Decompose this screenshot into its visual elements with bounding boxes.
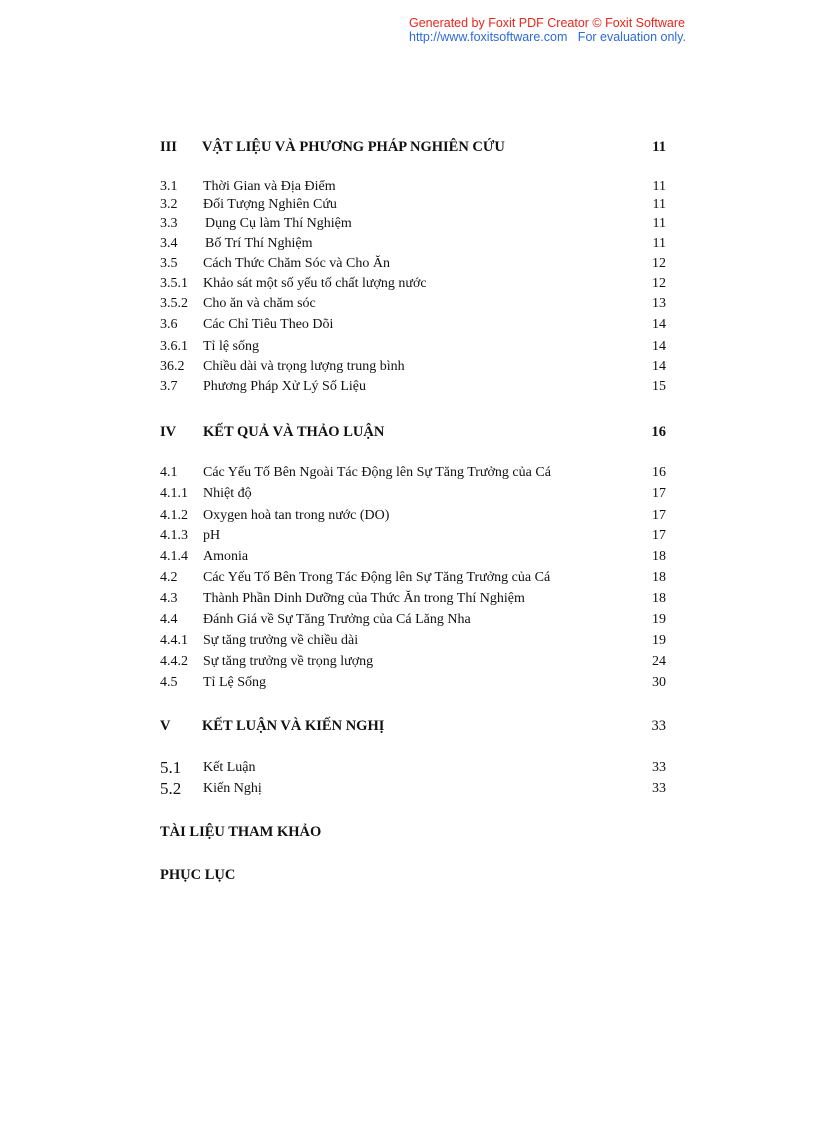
toc-number: 3.5.1 xyxy=(160,276,188,291)
toc-title: KẾT QUẢ VÀ THẢO LUẬN xyxy=(203,424,385,440)
toc-number: 4.4.2 xyxy=(160,654,188,669)
toc-number: 3.4 xyxy=(160,236,178,251)
toc-entry xyxy=(160,484,666,504)
toc-page: 16 xyxy=(652,465,666,480)
toc-entry xyxy=(160,254,666,274)
toc-title: pH xyxy=(203,528,221,543)
toc-title: Phương Pháp Xử Lý Số Liệu xyxy=(203,379,366,394)
toc-entry xyxy=(160,337,666,357)
toc-page: 30 xyxy=(652,675,666,690)
toc-entry xyxy=(160,294,666,314)
toc-title: Sự tăng trưởng về chiều dài xyxy=(203,633,359,648)
toc-title: Thời Gian và Địa Điểm xyxy=(203,179,336,194)
toc-page: 18 xyxy=(652,570,666,585)
toc-number: 4.4.1 xyxy=(160,633,188,648)
toc-title: Sự tăng trưởng về trọng lượng xyxy=(203,654,374,669)
toc-page: 11 xyxy=(652,179,666,194)
toc-page: 12 xyxy=(652,276,666,291)
toc-page: 17 xyxy=(652,508,666,523)
toc-title: Tỉ Lệ Sống xyxy=(203,675,266,690)
toc-entry xyxy=(160,377,666,397)
toc-page: 14 xyxy=(652,339,666,354)
toc-page: 19 xyxy=(652,612,666,627)
toc-page: 11 xyxy=(652,197,666,212)
toc-entry xyxy=(160,274,666,294)
toc-page: 19 xyxy=(652,633,666,648)
toc-number: 4.1.2 xyxy=(160,508,188,523)
toc-entry xyxy=(160,673,666,693)
toc-entry xyxy=(160,568,666,588)
toc-entry xyxy=(160,589,666,609)
toc-page: 33 xyxy=(652,760,666,775)
toc-title: Cách Thức Chăm Sóc và Cho Ăn xyxy=(203,256,390,271)
toc-entry xyxy=(160,234,666,254)
toc-title: KẾT LUẬN VÀ KIẾN NGHỊ xyxy=(202,718,385,734)
toc-page: 11 xyxy=(652,216,666,231)
toc-number: 3.6.1 xyxy=(160,339,188,354)
toc-number: 4.4 xyxy=(160,612,178,627)
toc-page: 11 xyxy=(652,236,666,251)
toc-title: Kiến Nghị xyxy=(203,781,262,796)
toc-number: 5.1 xyxy=(160,758,182,777)
toc-title: Các Chỉ Tiêu Theo Dõi xyxy=(203,317,334,332)
toc-entry xyxy=(160,758,666,778)
watermark-line-1: Generated by Foxit PDF Creator © Foxit Software xyxy=(409,16,685,30)
toc-title: Dụng Cụ làm Thí Nghiệm xyxy=(205,216,352,231)
toc-entry xyxy=(160,779,666,799)
toc-entry xyxy=(160,463,666,483)
toc-page: 13 xyxy=(652,296,666,311)
toc-title: Chiều dài và trọng lượng trung bình xyxy=(203,359,405,374)
toc-title: Các Yếu Tố Bên Trong Tác Động lên Sự Tăng Trưởng của Cá xyxy=(203,570,551,585)
toc-title: Tỉ lệ sống xyxy=(203,339,259,354)
toc-title: Bố Trí Thí Nghiệm xyxy=(205,236,313,251)
toc-number: 3.7 xyxy=(160,379,178,394)
toc-entry xyxy=(160,506,666,526)
toc-number: IV xyxy=(160,424,177,440)
toc-number: 4.5 xyxy=(160,675,178,690)
toc-page: 33 xyxy=(652,781,666,796)
toc-chapter-iii xyxy=(160,137,666,157)
toc-page: 11 xyxy=(652,139,666,155)
toc-page: 33 xyxy=(651,718,666,734)
toc-number: 4.1.3 xyxy=(160,528,188,543)
toc-page: 14 xyxy=(652,317,666,332)
toc-number: V xyxy=(160,718,171,734)
toc-entry xyxy=(160,610,666,630)
toc-entry xyxy=(160,631,666,651)
toc-title: Thành Phần Dinh Dưỡng của Thức Ăn trong Thí Nghiệm xyxy=(203,591,525,606)
toc-entry xyxy=(160,547,666,567)
toc-title: Các Yếu Tố Bên Ngoài Tác Động lên Sự Tăng Trưởng của Cá xyxy=(203,465,551,480)
toc-entry xyxy=(160,315,666,335)
toc-title: Đối Tượng Nghiên Cứu xyxy=(203,197,337,212)
toc-title: Đánh Giá về Sự Tăng Trưởng của Cá Lăng Nha xyxy=(203,612,471,627)
toc-title: PHỤC LỤC xyxy=(160,867,236,883)
toc-entry xyxy=(160,195,666,215)
toc-title: Kết Luận xyxy=(203,760,256,775)
toc-entry xyxy=(160,652,666,672)
toc-page: 17 xyxy=(652,486,666,501)
toc-number: III xyxy=(160,139,177,155)
toc-page: 17 xyxy=(652,528,666,543)
toc-page: 14 xyxy=(652,359,666,374)
toc-number: 4.3 xyxy=(160,591,178,606)
toc-number: 3.3 xyxy=(160,216,178,231)
toc-number: 4.1.4 xyxy=(160,549,188,564)
toc-page: 18 xyxy=(652,591,666,606)
toc-number: 4.1.1 xyxy=(160,486,188,501)
toc-entry xyxy=(160,177,666,197)
toc-page: 15 xyxy=(652,379,666,394)
toc-chapter-iv xyxy=(160,422,666,442)
toc-entry xyxy=(160,526,666,546)
toc-number: 4.2 xyxy=(160,570,178,585)
toc-number: 36.2 xyxy=(160,359,185,374)
toc-page: 24 xyxy=(652,654,666,669)
toc-page: 16 xyxy=(651,424,666,440)
toc-title: TÀI LIỆU THAM KHẢO xyxy=(160,824,322,840)
toc-number: 3.6 xyxy=(160,317,178,332)
toc-entry xyxy=(160,214,666,234)
toc-number: 3.5.2 xyxy=(160,296,188,311)
toc-title: Nhiệt độ xyxy=(203,486,252,501)
toc-appendix xyxy=(160,865,666,885)
toc-number: 5.2 xyxy=(160,779,182,798)
toc-title: Cho ăn và chăm sóc xyxy=(203,296,316,311)
toc-entry xyxy=(160,357,666,377)
toc-title: Amonia xyxy=(203,549,249,564)
toc-number: 3.2 xyxy=(160,197,178,212)
toc-title: VẬT LIỆU VÀ PHƯƠNG PHÁP NGHIÊN CỨU xyxy=(202,139,505,155)
toc-number: 4.1 xyxy=(160,465,178,480)
toc-number: 3.5 xyxy=(160,256,178,271)
toc-chapter-v xyxy=(160,716,666,736)
toc-page: 18 xyxy=(652,549,666,564)
toc-number: 3.1 xyxy=(160,179,178,194)
toc-title: Oxygen hoà tan trong nước (DO) xyxy=(203,508,390,523)
toc-title: Khảo sát một số yếu tố chất lượng nước xyxy=(203,276,427,291)
toc-references xyxy=(160,822,666,842)
toc-page: 12 xyxy=(652,256,666,271)
watermark-line-2: http://www.foxitsoftware.com For evaluation only. xyxy=(409,30,686,44)
